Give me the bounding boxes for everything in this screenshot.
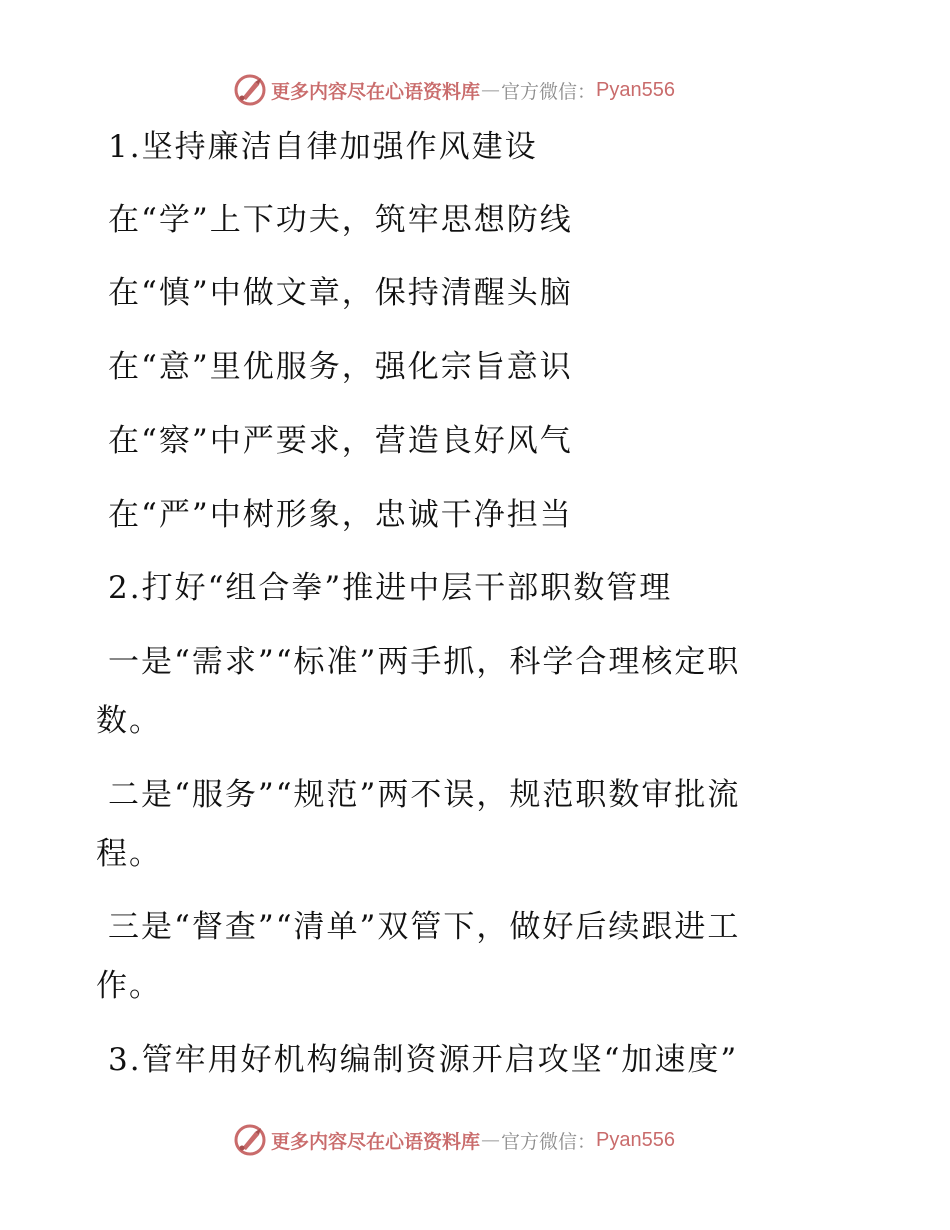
section-1-item: 在“意”里优服务，强化宗旨意识 bbox=[108, 349, 573, 385]
section-2-item-line: 数。 bbox=[96, 703, 162, 739]
watermark-dash: — bbox=[481, 1129, 501, 1151]
section-2-item-line: 程。 bbox=[96, 836, 162, 872]
section-2-item-line: 一是“需求”“标准”两手抓，科学合理核定职 bbox=[108, 644, 741, 680]
section-2-title: 2.打好“组合拳”推进中层干部职数管理 bbox=[108, 570, 673, 606]
section-2-item-line: 三是“督查”“清单”双管下，做好后续跟进工 bbox=[108, 909, 741, 945]
section-2-item-line: 作。 bbox=[96, 968, 162, 1004]
watermark-site-text: 更多内容尽在心语资料库 bbox=[271, 80, 481, 103]
header-watermark bbox=[233, 72, 675, 108]
footer-watermark bbox=[233, 1122, 675, 1158]
watermark-official-label: 官方微信： bbox=[501, 80, 597, 103]
section-1-item: 在“严”中树形象，忠诚干净担当 bbox=[108, 497, 573, 533]
section-2-item-line: 二是“服务”“规范”两不误，规范职数审批流 bbox=[108, 777, 741, 813]
section-1-item: 在“学”上下功夫，筑牢思想防线 bbox=[108, 202, 573, 238]
watermark-wechat-id: Pyan556 bbox=[596, 1128, 675, 1151]
watermark-wechat-id: Pyan556 bbox=[596, 78, 675, 101]
watermark-dash: — bbox=[481, 79, 501, 101]
section-3-title: 3.管牢用好机构编制资源开启攻坚“加速度” bbox=[108, 1042, 739, 1078]
quill-pen-icon bbox=[233, 73, 267, 107]
watermark-site-text: 更多内容尽在心语资料库 bbox=[271, 1130, 481, 1153]
quill-pen-icon bbox=[233, 1123, 267, 1157]
section-1-title: 1.坚持廉洁自律加强作风建设 bbox=[108, 129, 538, 165]
watermark-official-label: 官方微信： bbox=[501, 1130, 597, 1153]
section-1-item: 在“慎”中做文章，保持清醒头脑 bbox=[108, 275, 573, 311]
section-1-item: 在“察”中严要求，营造良好风气 bbox=[108, 423, 573, 459]
